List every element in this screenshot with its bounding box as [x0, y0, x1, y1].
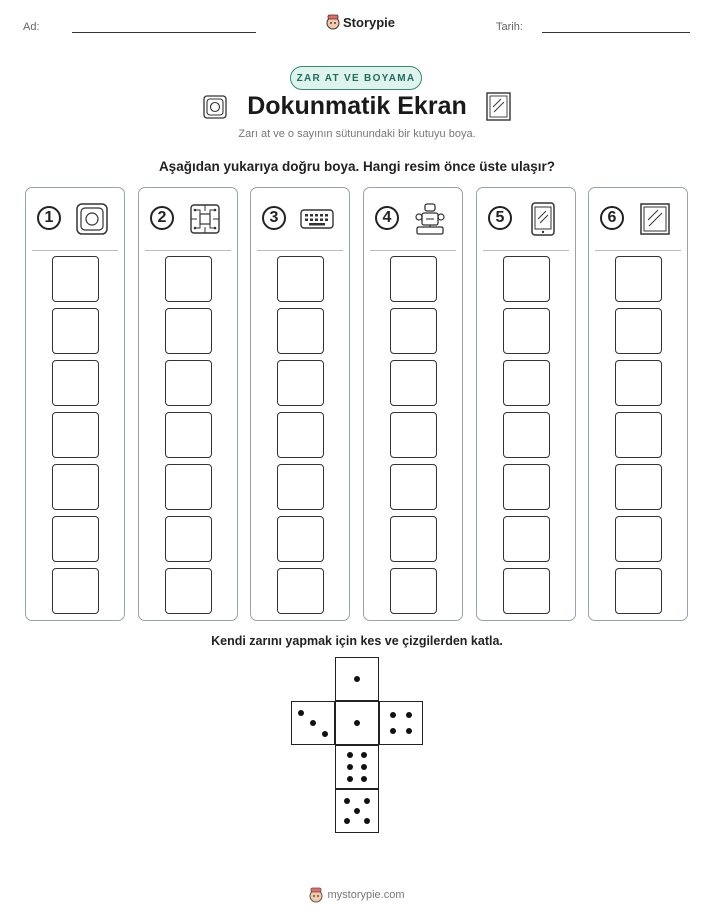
- coloring-box[interactable]: [390, 412, 437, 458]
- coloring-box[interactable]: [615, 412, 662, 458]
- dice-pip: [361, 776, 367, 782]
- dice-pip: [354, 720, 360, 726]
- coloring-box[interactable]: [52, 464, 99, 510]
- dice-pip: [364, 818, 370, 824]
- coloring-box[interactable]: [390, 516, 437, 562]
- column-number: 1: [37, 206, 61, 230]
- coloring-box[interactable]: [615, 568, 662, 614]
- coloring-box[interactable]: [165, 516, 212, 562]
- coloring-box[interactable]: [165, 308, 212, 354]
- coloring-box[interactable]: [615, 464, 662, 510]
- coloring-box[interactable]: [503, 412, 550, 458]
- coloring-box[interactable]: [277, 256, 324, 302]
- dice-pip: [361, 752, 367, 758]
- coloring-box[interactable]: [390, 360, 437, 406]
- coloring-box[interactable]: [277, 568, 324, 614]
- dice-pip: [298, 710, 304, 716]
- coloring-box[interactable]: [503, 308, 550, 354]
- coloring-box[interactable]: [615, 256, 662, 302]
- circuit-board-icon: [187, 201, 223, 237]
- coloring-box[interactable]: [390, 308, 437, 354]
- name-label: Ad:: [23, 21, 40, 33]
- dice-pip: [310, 720, 316, 726]
- name-line: [72, 32, 256, 33]
- coloring-box[interactable]: [615, 360, 662, 406]
- footer: [0, 887, 714, 903]
- column-divider: [370, 250, 456, 251]
- dice-face-1: [335, 657, 379, 701]
- page-title: Dokunmatik Ekran: [247, 92, 467, 120]
- coloring-box[interactable]: [277, 464, 324, 510]
- column-1: [25, 187, 125, 621]
- tablet-icon: [525, 201, 561, 237]
- dice-pip: [322, 731, 328, 737]
- column-divider: [595, 250, 681, 251]
- dice-pip: [390, 712, 396, 718]
- dice-pip: [390, 728, 396, 734]
- coloring-box[interactable]: [52, 360, 99, 406]
- storypie-mascot-icon: [326, 14, 340, 30]
- coloring-box[interactable]: [390, 464, 437, 510]
- dice-instruction: Kendi zarını yapmak için kes ve çizgilerden katla.: [211, 634, 503, 648]
- dice-pip: [406, 728, 412, 734]
- storypie-mascot-icon: [309, 887, 323, 903]
- dice-face-1: [335, 701, 379, 745]
- coloring-box[interactable]: [615, 308, 662, 354]
- column-4: [363, 187, 463, 621]
- dice-face-4: [379, 701, 423, 745]
- dice-pip: [361, 764, 367, 770]
- column-5: [476, 187, 576, 621]
- coloring-box[interactable]: [277, 516, 324, 562]
- coloring-box[interactable]: [615, 516, 662, 562]
- coloring-box[interactable]: [503, 360, 550, 406]
- coloring-box[interactable]: [503, 256, 550, 302]
- column-number: 3: [262, 206, 286, 230]
- dice-face-3: [291, 701, 335, 745]
- coloring-box[interactable]: [52, 256, 99, 302]
- column-number: 4: [375, 206, 399, 230]
- coloring-box[interactable]: [165, 412, 212, 458]
- dice-pip: [354, 808, 360, 814]
- dice-pip: [354, 676, 360, 682]
- coloring-box[interactable]: [390, 568, 437, 614]
- coloring-box[interactable]: [277, 412, 324, 458]
- dice-face-5: [335, 789, 379, 833]
- page-subtitle: Zarı at ve o sayının sütunundaki bir kutuyu boya.: [238, 128, 476, 140]
- coloring-box[interactable]: [277, 360, 324, 406]
- coloring-box[interactable]: [165, 568, 212, 614]
- column-2: [138, 187, 238, 621]
- activity-badge: ZAR AT VE BOYAMA: [290, 66, 422, 90]
- dice-pip: [347, 776, 353, 782]
- coloring-box[interactable]: [503, 464, 550, 510]
- footer-url: mystorypie.com: [327, 889, 405, 901]
- robot-machine-icon: [412, 201, 448, 237]
- brand-name: Storypie: [343, 14, 396, 30]
- column-number: 2: [150, 206, 174, 230]
- dice-pip: [347, 764, 353, 770]
- coloring-box[interactable]: [503, 516, 550, 562]
- column-number: 6: [600, 206, 624, 230]
- column-divider: [32, 250, 118, 251]
- glass-screen-icon: [637, 201, 673, 237]
- coloring-box[interactable]: [52, 308, 99, 354]
- date-line: [542, 32, 690, 33]
- touch-keyboard-icon: [299, 201, 335, 237]
- coloring-box[interactable]: [165, 464, 212, 510]
- coloring-box[interactable]: [277, 308, 324, 354]
- touch-button-icon: [74, 201, 110, 237]
- glass-screen-icon: [485, 91, 512, 122]
- brand-logo: [326, 14, 395, 30]
- column-divider: [145, 250, 231, 251]
- coloring-box[interactable]: [52, 412, 99, 458]
- dice-pip: [406, 712, 412, 718]
- dice-pip: [364, 798, 370, 804]
- coloring-box[interactable]: [52, 568, 99, 614]
- coloring-instruction: Aşağıdan yukarıya doğru boya. Hangi resim önce üste ulaşır?: [158, 159, 556, 174]
- dice-pip: [344, 818, 350, 824]
- coloring-box[interactable]: [165, 256, 212, 302]
- date-label: Tarih:: [496, 21, 523, 33]
- column-divider: [483, 250, 569, 251]
- coloring-box[interactable]: [503, 568, 550, 614]
- touch-button-icon: [202, 94, 228, 120]
- dice-pip: [347, 752, 353, 758]
- coloring-box[interactable]: [165, 360, 212, 406]
- column-6: [588, 187, 688, 621]
- coloring-box[interactable]: [390, 256, 437, 302]
- column-3: [250, 187, 350, 621]
- dice-face-6: [335, 745, 379, 789]
- dice-pip: [344, 798, 350, 804]
- coloring-box[interactable]: [52, 516, 99, 562]
- column-divider: [257, 250, 343, 251]
- column-number: 5: [488, 206, 512, 230]
